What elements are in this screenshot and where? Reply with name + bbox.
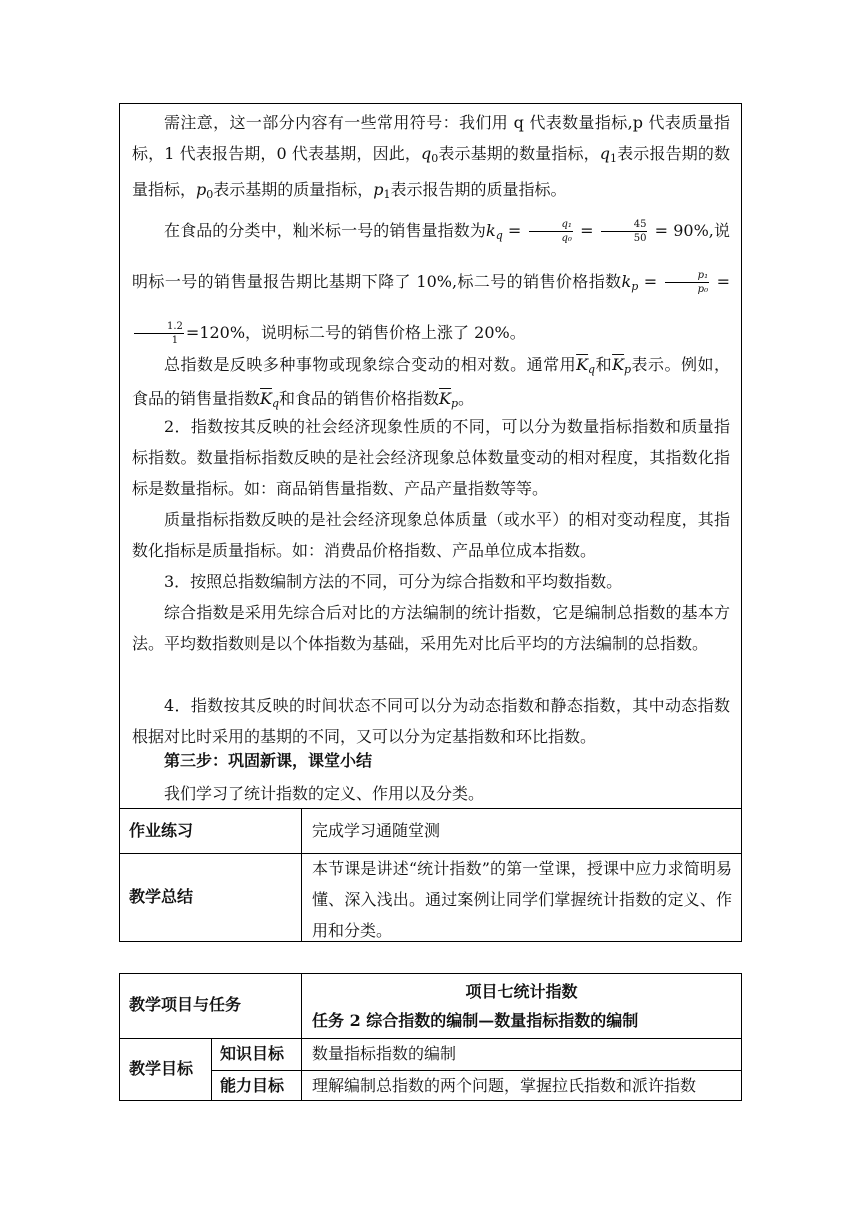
column-divider (301, 808, 302, 941)
lesson-table (119, 103, 742, 942)
fraction: $\frac{1.2}{1}$ (134, 320, 184, 347)
knowledge-label: 知识目标 (220, 1044, 285, 1063)
ability-label: 能力目标 (220, 1076, 285, 1095)
task-title: 任务 2 综合指数的编制—数量指标指数的编制 (312, 1011, 639, 1030)
time-index-paragraph: 4．指数按其反映的时间状态不同可以分为动态指数和静态指数，其中动态指数根据对比时采用的基期的不同，又可以分为定基指数和环比指数。 (132, 696, 730, 746)
project-table (119, 973, 742, 1101)
fraction: $\frac{\text{p₁}}{\text{p₀}}$ (665, 269, 709, 296)
fraction: $\frac{\text{q₁}}{\text{q₀}}$ (529, 218, 573, 245)
ability-value: 理解编制总指数的两个问题，掌握拉氏指数和派许指数 (312, 1076, 697, 1095)
goal-label: 教学目标 (129, 1059, 194, 1078)
knowledge-value: 数量指标指数的编制 (312, 1044, 457, 1063)
total-index-paragraph: 总指数是反映多种事物或现象综合变动的相对数。通常用$\overline{K}q$和$\overline{K}p$表示。例如，食品的销售量指数$\overline{K}q$和食品的销售价格指数$\overline{K}p$。 (132, 355, 730, 410)
classification-paragraph: 2．指数按其反映的社会经济现象性质的不同，可以分为数量指标指数和质量指标指数。数量指标指数反映的是社会经济现象总体数量变动的相对程度，其指数化指标是数量指标。如：商品销售量指数、产品产量指数等等。 (132, 417, 730, 498)
composite-index-paragraph: 综合指数是采用先综合后对比的方法编制的统计指数，它是编制总指数的基本方法。平均数指数则是以个体指数为基础，采用先对比后平均的方法编制的总指数。 (132, 603, 730, 653)
method-paragraph: 3．按照总指数编制方法的不同，可分为综合指数和平均数指数。 (164, 572, 623, 591)
fraction: $\frac{45}{50}$ (601, 218, 648, 245)
column-divider (211, 1038, 212, 1100)
homework-value: 完成学习通随堂测 (312, 821, 441, 840)
summary-value: 本节课是讲述“统计指数”的第一堂课，授课中应力求简明易懂、深入浅出。通过案例让同学们掌握统计指数的定义、作用和分类。 (312, 859, 732, 940)
homework-label: 作业练习 (129, 821, 194, 840)
quality-index-paragraph: 质量指标指数反映的是社会经济现象总体质量（或水平）的相对变动程度，其指数化指标是质量指标。如：消费品价格指数、产品单位成本指数。 (132, 510, 730, 560)
summary-label: 教学总结 (129, 887, 194, 906)
project-label: 教学项目与任务 (129, 995, 242, 1014)
example-paragraph: 在食品的分类中，籼米标一号的销售量指数为kq = $\frac{\text{q₁}}{\text{q₀}}$ = $\frac{45}{50}$ = 90%,说明标一号的销售量报告期比基期下降了 10%,标二号的销售价格指数kp = $\frac{\text{p₁}}{\text{p₀}}$ = $\frac{1.2}{1}$ =120%，说明标二号的销售价格上涨了 20%。 (132, 219, 730, 346)
step-heading: 第三步：巩固新课，课堂小结 (164, 751, 373, 770)
summary-paragraph: 我们学习了统计指数的定义、作用以及分类。 (164, 784, 485, 803)
notation-paragraph: 需注意，这一部分内容有一些常用符号：我们用 q 代表数量指标,p 代表质量指标，1 代表报告期，0 代表基期，因此，$q_0$表示基期的数量指标，$q_1$表示报告期的数量指标，$p_0$表示基期的质量指标，$p_1$表示报告期的质量指标。 (132, 113, 730, 201)
project-title: 项目七统计指数 (465, 982, 578, 1001)
